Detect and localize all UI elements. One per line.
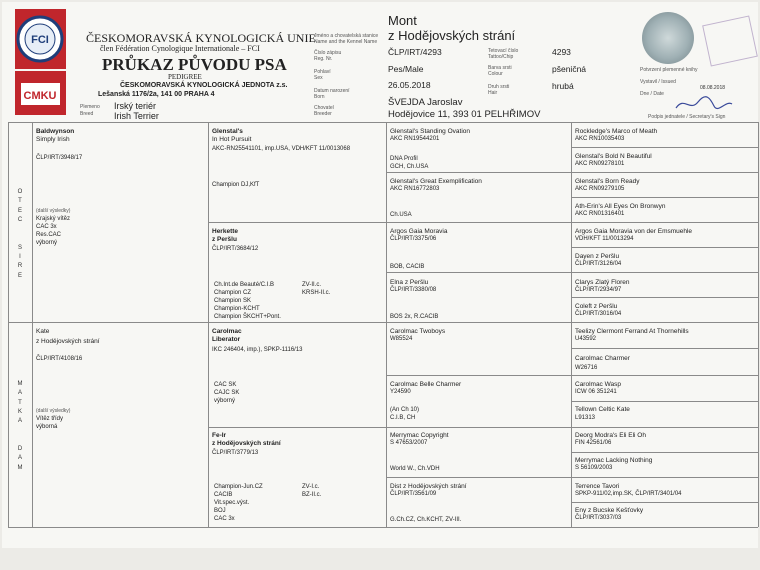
label-regno-cz: Číslo zápisu — [314, 50, 342, 56]
label-born-cz: Datum narození — [314, 88, 350, 94]
sire-gen4-reg: ČLP/IRT/3016/04 — [575, 311, 622, 317]
sire-gen3-reg: ČLP/IRT/3375/06 — [390, 236, 437, 242]
document-subtitle: PEDIGREE — [168, 73, 202, 81]
sire-gen4-reg: VDH/KFT 11/0013294 — [575, 236, 634, 242]
sire-gen4-name: Clarys Zlatý Floren — [575, 279, 630, 286]
dam-gen4-reg: FIN 42561/06 — [575, 440, 612, 446]
dam-reg: ČLP/IRT/4108/16 — [36, 356, 83, 362]
dam-mother-title: Champion-Jun.CZ — [214, 484, 263, 490]
dam-note: (další výsledky) — [36, 408, 71, 414]
color-value: pšeničná — [552, 64, 587, 74]
label-color-en: Colour — [488, 71, 503, 77]
sire-gen3-name: Elna z Peršlu — [390, 279, 429, 286]
dam-father-line2: Liberator — [212, 336, 241, 343]
sire-mother-reg: ČLP/IRT/3684/12 — [212, 246, 259, 252]
sire-note: CAC 3x — [36, 224, 57, 230]
breed-label-en: Breed — [80, 111, 94, 117]
dog-name-line1: Mont — [388, 13, 417, 28]
dam-gen4-name: Terrence Tavori — [575, 483, 620, 490]
dam-mother-title: BZ-II.c. — [302, 492, 322, 498]
label-color-cz: Barva srsti — [488, 65, 512, 71]
sire-mother-title: Champion ŠKCHT+Pont. — [214, 314, 281, 320]
breeder-name: ŠVEJDA Jaroslav — [388, 97, 463, 108]
org-member: člen Fédération Cynologique Internationale – FCI — [100, 44, 260, 53]
dam-gen3-name: Carolmac Twoboys — [390, 328, 446, 335]
label-regno-en: Reg. Nr. — [314, 56, 333, 62]
dam-mother-title: Vit.spec.výst. — [214, 500, 250, 506]
dam-name-line2: z Hodějovských strání — [36, 338, 100, 345]
sire-father-reg: AKC-RN25541101, imp.USA, VDH/KFT 11/0013068 — [212, 146, 351, 152]
breed-value-en: Irish Terrier — [114, 111, 159, 121]
sire-gen3-name: Glenstal's Standing Ovation — [390, 128, 471, 135]
label-sex-en: Sex — [314, 75, 323, 81]
dam-gen4-reg: SPKP-911/02,imp.SK, ČLP/IRT/3401/04 — [575, 491, 682, 497]
sire-note: Krajský vítěz — [36, 216, 71, 222]
dam-gen4-name: Teelizy Clermont Ferrand At Thornehills — [575, 328, 689, 335]
side-label-dam: M A T K A D A M — [17, 381, 23, 471]
label-tattoo-cz: Tetovací číslo — [488, 48, 519, 54]
sire-note: výborný — [36, 240, 58, 246]
sire-gen4-reg: AKC RN10035403 — [575, 136, 625, 142]
dam-father-reg: IKC 246404, imp.), SPKP-1116/13 — [212, 347, 303, 353]
fci-cmku-logo — [13, 7, 68, 117]
sire-gen3-note: Ch.USA — [390, 212, 412, 218]
dog-name-line2: z Hodějovských strání — [388, 28, 516, 43]
sire-mother-line2: z Peršlu — [212, 236, 237, 243]
dam-father-title: CAJC SK — [214, 390, 240, 396]
sire-father-line1: Glenstal's — [212, 128, 243, 135]
dam-father-title: CAC SK — [214, 382, 237, 388]
sire-mother-line1: Herkette — [212, 228, 239, 235]
label-hair-en: Hair — [488, 90, 498, 96]
sire-gen4-reg: ČLP/IRT/2934/97 — [575, 287, 622, 293]
hair-value: hrubá — [552, 81, 574, 91]
dam-gen4-name: Carolmac Wasp — [575, 381, 621, 388]
label-breeder-en: Breeder — [314, 111, 332, 117]
sire-mother-title: Ch.Int.de Beauté/C.I.B — [214, 282, 275, 288]
sire-mother-title: Champion CZ — [214, 290, 252, 296]
signature-icon — [674, 94, 734, 114]
dam-gen4-name: Tellown Celtic Kate — [575, 406, 630, 413]
label-breeder-cz: Chovatel — [314, 105, 334, 111]
dam-gen4-reg: ICW 06 351241 — [575, 389, 617, 395]
label-name-en: Name and the Kennel Name — [314, 39, 378, 45]
sire-note: (další výsledky) — [36, 208, 71, 214]
pedigree-sheet — [2, 2, 758, 548]
sire-gen4-name: Dayen z Peršlu — [575, 253, 620, 260]
dam-gen3-name: Merrymac Copyright — [390, 432, 449, 439]
dog-born: 26.05.2018 — [388, 80, 431, 90]
dog-regno: ČLP/IRT/4293 — [388, 47, 442, 57]
dam-note: Vítěz třídy — [36, 416, 64, 422]
sire-gen4-name: Rockledge's Marco of Meath — [575, 128, 658, 135]
sire-gen3-note: BOB, CACIB — [390, 264, 425, 270]
dam-father-line1: Carolmac — [212, 328, 242, 335]
sire-gen4-name: Argos Gaia Moravia von der Emsmuehle — [575, 228, 693, 235]
dam-gen3-reg: W85524 — [390, 336, 413, 342]
dam-gen4-reg: S 56109/2003 — [575, 465, 613, 471]
dam-gen4-name: Deorg Modra's Eli Eli Oh — [575, 432, 646, 439]
org-name: ČESKOMORAVSKÁ KYNOLOGICKÁ UNIE — [86, 31, 316, 45]
tattoo-value: 4293 — [552, 47, 571, 57]
dam-gen3-reg: S 47653/2007 — [390, 440, 428, 446]
label-born-en: Born — [314, 94, 325, 100]
sire-gen4-name: Ath-Erin's All Eyes On Bronwyn — [575, 203, 666, 210]
dam-gen3-reg: ČLP/IRT/3561/09 — [390, 491, 437, 497]
dog-sex: Pes/Male — [388, 64, 424, 74]
dam-gen4-reg: L91313 — [575, 415, 596, 421]
dam-mother-title: CAC 3x — [214, 516, 235, 522]
stamp-issued-en: Vystavil / Issued — [640, 79, 676, 85]
breed-value-cz: Irský teriér — [114, 101, 157, 111]
sire-mother-title: KRSH-II.c. — [302, 290, 331, 296]
dam-father-title: výborný — [214, 398, 236, 404]
dam-mother-title: BOJ — [214, 508, 226, 514]
dam-gen3-name: Dist z Hodějovských strání — [390, 483, 467, 490]
sire-gen4-reg: AKC RN09278101 — [575, 161, 625, 167]
sire-gen3-reg: AKC RN16772803 — [390, 186, 440, 192]
dam-gen4-name: Carolmac Charmer — [575, 355, 630, 362]
dam-mother-line1: Fe-Ir — [212, 432, 227, 439]
sire-father-note: Champion DJ,KfT — [212, 182, 260, 188]
dam-gen3-note: (An Ch 10) — [390, 407, 420, 413]
dam-gen4-name: Merrymac Lacking Nothing — [575, 457, 653, 464]
stamp-sign-label: Podpis jednatele / Secretary's Sign — [648, 114, 726, 120]
stamp-date: 08.08.2018 — [700, 85, 726, 91]
label-name-cz: Jméno a chovatelská stanice — [314, 33, 379, 39]
dam-note: výborná — [36, 424, 58, 430]
dam-gen3-name: Carolmac Belle Charmer — [390, 381, 462, 388]
stamp-icon — [702, 15, 758, 66]
sire-gen3-reg: ČLP/IRT/3380/08 — [390, 287, 437, 293]
sire-gen3-note: BOS 2x, R.CACIB — [390, 314, 439, 320]
dam-mother-title: CACIB — [214, 492, 233, 498]
side-label-sire: O T E C S I R E — [17, 189, 23, 279]
sire-gen4-name: Coleft z Peršlu — [575, 303, 618, 310]
sire-gen4-name: Glenstal's Bold N Beautiful — [575, 153, 652, 160]
sire-gen4-name: Glenstal's Born Ready — [575, 178, 640, 185]
dam-mother-title: ZV-I.c. — [302, 484, 320, 490]
sire-name-line1: Baldwynson — [36, 128, 75, 135]
sire-gen3-note: DNA Profil — [390, 156, 418, 162]
dam-gen4-name: Eny z Bucske Kešťovky — [575, 507, 644, 514]
dam-mother-reg: ČLP/IRT/3779/13 — [212, 450, 259, 456]
sire-reg: ČLP/IRT/3948/17 — [36, 155, 83, 161]
breed-label-cz: Plemeno — [80, 104, 100, 110]
stamp-issued-cz: Potvrzení plemenné knihy — [640, 67, 698, 73]
label-sex-cz: Pohlaví — [314, 69, 331, 75]
sire-gen3-reg: AKC RN19544201 — [390, 136, 440, 142]
issuer-address: Lešanská 1176/2a, 141 00 PRAHA 4 — [98, 91, 215, 98]
stamp-date-label: Dne / Date — [640, 91, 664, 97]
sire-gen4-reg: AKC RN01316401 — [575, 211, 625, 217]
dam-gen3-note: C.I.B, CH — [390, 415, 416, 421]
breeder-address: Hodějovice 11, 393 01 PELHŘIMOV — [388, 109, 541, 120]
sire-gen3-name: Glenstal's Great Exemplification — [390, 178, 482, 185]
dam-mother-line2: z Hodějovských strání — [212, 440, 281, 447]
dam-gen4-reg: ČLP/IRT/3037/03 — [575, 515, 622, 521]
label-hair-cz: Druh srsti — [488, 84, 510, 90]
sire-mother-title: Champion-KCHT — [214, 306, 260, 312]
cmku-text: CMKU — [23, 90, 57, 102]
dam-name-line1: Kate — [36, 328, 50, 335]
sire-note: Res.CAC — [36, 232, 62, 238]
sire-gen4-reg: AKC RN09279105 — [575, 186, 625, 192]
sire-mother-title: Champion SK — [214, 298, 252, 304]
label-tattoo-en: Tattoo/Chip — [488, 54, 514, 60]
hologram-seal — [642, 12, 694, 64]
dam-gen4-reg: U43592 — [575, 336, 597, 342]
sire-name-line2: Simply Irish — [36, 136, 70, 143]
issuer: ČESKOMORAVSKÁ KYNOLOGICKÁ JEDNOTA z.s. — [120, 82, 288, 89]
dam-gen4-reg: W26716 — [575, 365, 598, 371]
dam-gen3-note: G.Ch.CZ, Ch.KCHT, ZV-III. — [390, 517, 462, 523]
dam-gen3-reg: Y24590 — [390, 389, 411, 395]
sire-gen3-note: GCH, Ch.USA — [390, 164, 429, 170]
dam-gen3-note: World W., Ch.VDH — [390, 466, 440, 472]
sire-gen3-name: Argos Gaia Moravia — [390, 228, 448, 235]
sire-gen4-reg: ČLP/IRT/3126/04 — [575, 261, 622, 267]
fci-text: FCI — [31, 34, 49, 46]
sire-father-line2: In Hot Pursuit — [212, 136, 252, 143]
sire-mother-title: ZV-II.c. — [302, 282, 322, 288]
document-title: PRŮKAZ PŮVODU PSA — [102, 55, 287, 74]
